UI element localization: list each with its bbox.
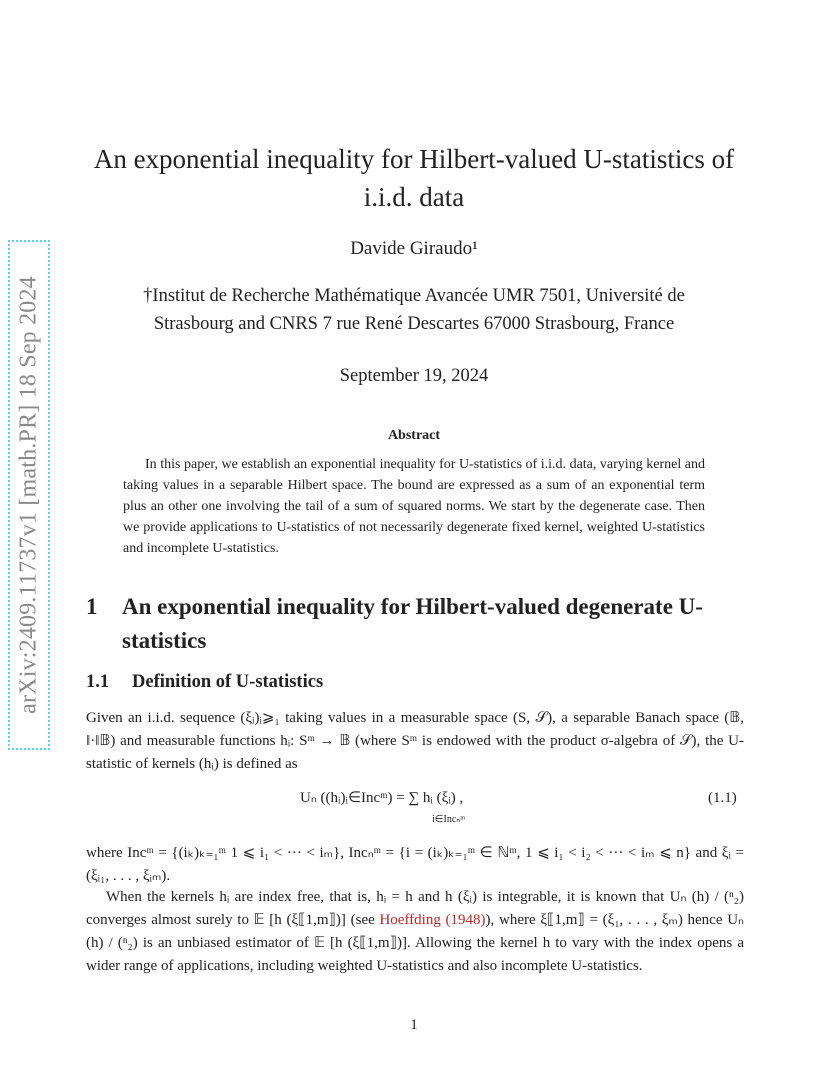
subsection-title: Definition of U-statistics bbox=[132, 672, 324, 692]
abstract-heading: Abstract bbox=[387, 428, 441, 443]
equation-number: (1.1) bbox=[708, 790, 737, 806]
section-title: An exponential inequality for Hilbert-valued degenerate U-statistics bbox=[122, 594, 703, 653]
affiliation-line-1: †Institut de Recherche Mathématique Avancée UMR 7501, Université de bbox=[143, 286, 685, 306]
title-line-1: An exponential inequality for Hilbert-valued U-statistics of bbox=[93, 144, 735, 174]
abstract-text: In this paper, we establish an exponential inequality for U-statistics of i.i.d. data, varying kernel and taking values in a separable Hilbert space. The bound are expressed as a sum of an exponential term plus an other one involving the tail of a sum of squared norms. We start by the degenerate case. Then we provide applications to U-statistics of not necessarily degenerate fixed kernel, weighted U-statistics and incomplete U-statistics. bbox=[123, 457, 705, 556]
arxiv-stamp[interactable] bbox=[8, 240, 50, 750]
paragraph-where: where Incᵐ = {(iₖ)ₖ₌₁ᵐ 1 ⩽ i₁ < ··· < iₘ}, Incₙᵐ = {i = (iₖ)ₖ₌₁ᵐ ∈ ℕᵐ, 1 ⩽ i₁ < i₂ < ··· < iₘ ⩽ n} and ξᵢ = (ξᵢ₁, . . . , ξᵢₘ). bbox=[86, 845, 744, 884]
paragraph-definition: Given an i.i.d. sequence (ξᵢ)ᵢ⩾₁ taking values in a measurable space (S, 𝒮), a separable Banach space (𝔹, ‖·‖𝔹) and measurable functions hᵢ: Sᵐ → 𝔹 (where Sᵐ is endowed with the product σ-algebra of 𝒮), the U-statistic of kernels (hᵢ) is defined as bbox=[86, 710, 744, 772]
equation-sum-subscript: i∈Incₙᵐ bbox=[432, 814, 466, 825]
paragraph-kernels-part-a: When the kernels hᵢ are index free, that is, hᵢ = h and h (ξᵢ) is integrable, it is known that Uₙ (h) / (ⁿ₂) converges almost surely to 𝔼 [h (ξ⟦1,m⟧)] (see bbox=[86, 889, 744, 928]
citation-hoeffding-link[interactable]: Hoeffding (1948) bbox=[379, 912, 486, 928]
paper-title bbox=[80, 140, 748, 216]
author: Davide Giraudo¹ bbox=[350, 238, 478, 259]
affiliation-line-2: Strasbourg and CNRS 7 rue René Descartes 67000 Strasbourg, France bbox=[153, 314, 675, 334]
arxiv-id: arXiv:2409.11737v1 [math.PR] 18 Sep 2024 bbox=[15, 276, 42, 714]
equation-1-1: Uₙ ((hᵢ)ᵢ∈Incᵐ) = ∑ hᵢ (ξᵢ) , bbox=[300, 790, 464, 806]
affiliation bbox=[100, 282, 728, 338]
title-line-2: i.i.d. data bbox=[363, 182, 465, 212]
subsection-number: 1.1 bbox=[86, 672, 110, 692]
paragraph-kernels bbox=[86, 886, 744, 978]
date: September 19, 2024 bbox=[339, 366, 489, 386]
section-number: 1 bbox=[86, 594, 98, 619]
page-number: 1 bbox=[410, 1017, 418, 1033]
paragraph-kernels-part-b: ), where ξ⟦1,m⟧ = (ξ₁, . . . , ξₘ) hence Uₙ (h) / (ⁿ₂) is an unbiased estimator of 𝔼 [h (ξ⟦1,m⟧)]. Allowing the kernel h to vary with the index opens a wider range of applications, including weighted U-statistics and also incomplete U-statistics. bbox=[86, 912, 744, 974]
